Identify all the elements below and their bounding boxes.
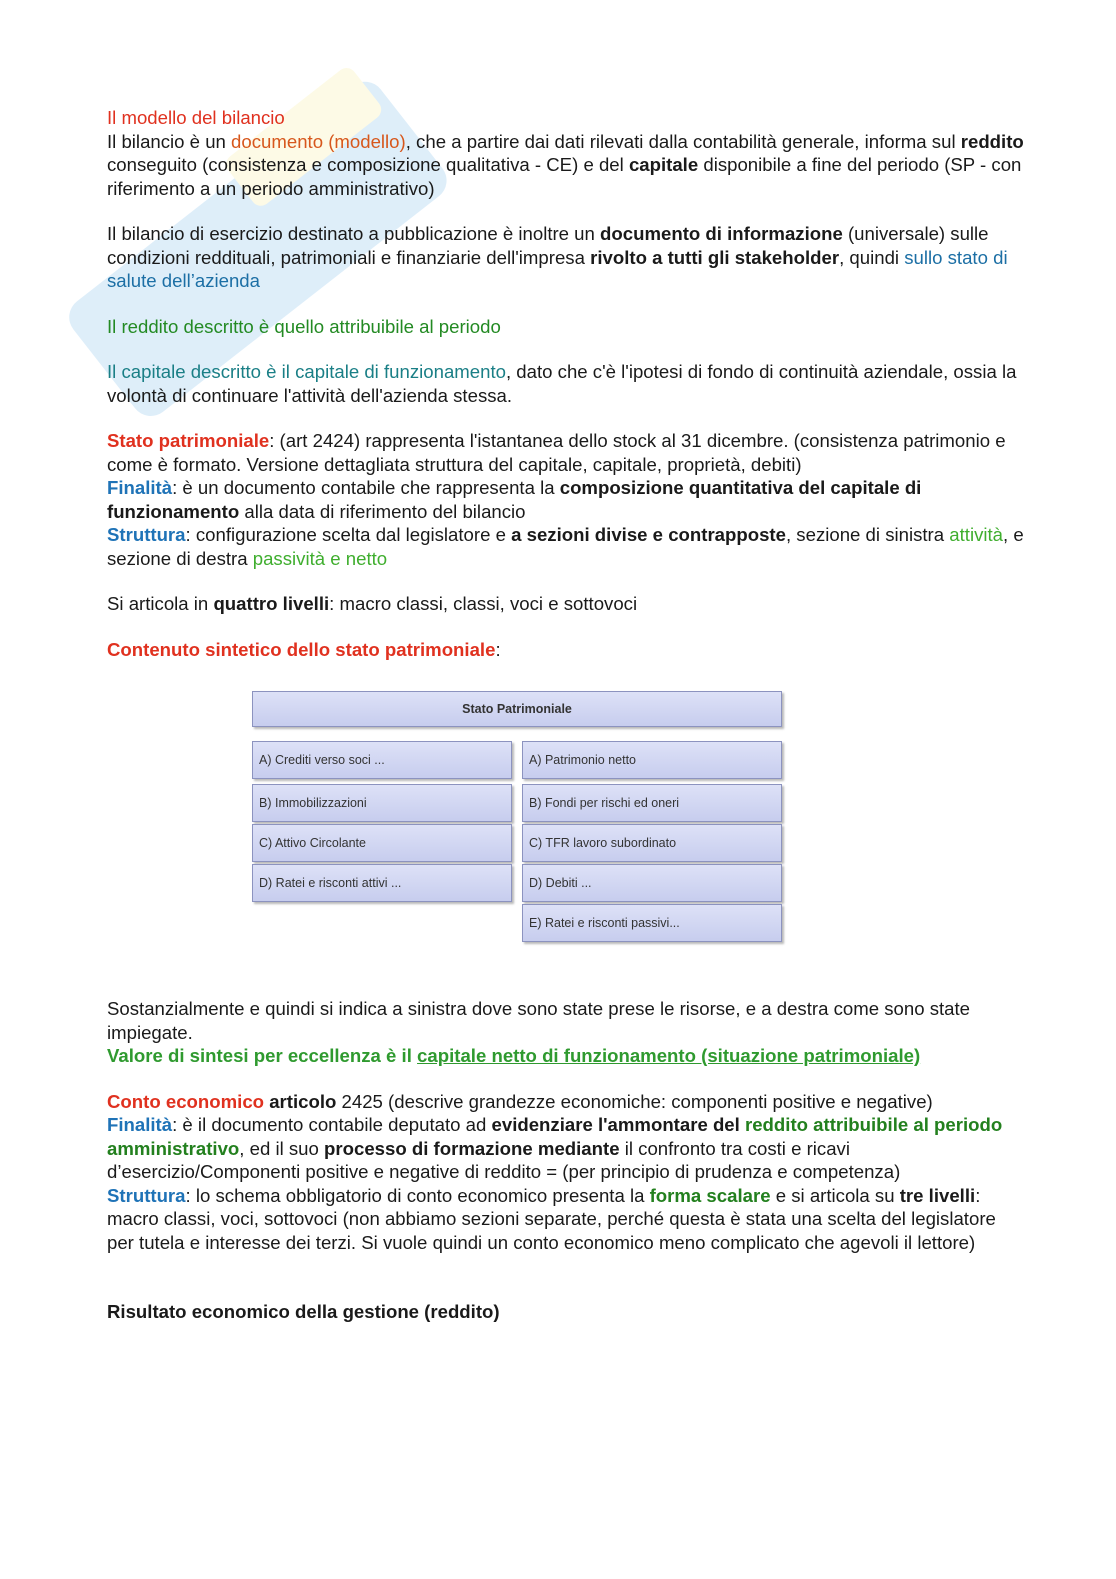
paragraph-bilancio-definizione: Il bilancio è un documento (modello), che a partire dai dati rilevati dalla contabilità generale, informa sul reddito conseguito (consistenza e composizione qualitativa - CE) e del capitale disponibile a fine del periodo (SP - con riferimento a un periodo amministrativo) (107, 130, 1024, 199)
passivita-netto-highlight: passività e netto (252, 547, 388, 569)
finalita-label: Finalità (107, 1114, 173, 1135)
paragraph-capitale-descritto: Il capitale descritto è il capitale di funzionamento, dato che c'è l'ipotesi di fondo di continuità aziendale, ossia la volontà di continuare l'attività dell'azienda stessa. (107, 361, 1017, 406)
diagram-right-box: A) Patrimonio netto (522, 741, 782, 779)
forma-scalare-highlight: forma scalare (649, 1184, 771, 1206)
paragraph-documento-informazione: Il bilancio di esercizio destinato a pubblicazione è inoltre un documento di informazione (universale) sulle condizioni reddituali, patrimoniali e finanziarie dell'impresa rivolto a tutti gli stakeholder, quindi sullo stato di salute dell’azienda (107, 223, 1008, 291)
paragraph-sp-finalita: Finalità: è un documento contabile che rappresenta la composizione quantitativa del capitale di funzionamento alla data di riferimento del bilancio (107, 477, 922, 522)
section-title-modello: Il modello del bilancio (107, 107, 285, 128)
paragraph-quattro-livelli: Si articola in quattro livelli: macro classi, classi, voci e sottovoci (107, 593, 638, 614)
capitale-funzionamento-highlight: Il capitale descritto è il capitale di funzionamento (107, 361, 506, 382)
struttura-label: Struttura (107, 1184, 186, 1206)
reddito-attribuibile-highlight: reddito attribuibile al periodo amministrativo (107, 1114, 1003, 1159)
paragraph-contenuto-sintetico: Contenuto sintetico dello stato patrimoniale: (107, 638, 501, 660)
risultato-economico-title: Risultato economico della gestione (reddito) (107, 1301, 500, 1322)
paragraph-sp-struttura: Struttura: configurazione scelta dal legislatore e a sezioni divise e contrapposte, sezione di sinistra attività, e sezione di destra passività e netto (107, 524, 1024, 569)
diagram-left-box: D) Ratei e risconti attivi ... (252, 864, 512, 902)
diagram-left-box: A) Crediti verso soci ... (252, 741, 512, 779)
document-page (107, 106, 1027, 1324)
diagram-header: Stato Patrimoniale (252, 691, 782, 727)
stato-patrimoniale-title: Stato patrimoniale (107, 430, 270, 451)
paragraph-ce-finalita: Finalità: è il documento contabile deputato ad evidenziare l'ammontare del reddito attribuibile al periodo amministrativo, ed il suo processo di formazione mediante il confronto tra costi e ricavi d’esercizio/Componenti positive e negative di reddito = (per principio di prudenza e competenza) (107, 1114, 1003, 1182)
attivita-highlight: attività (949, 524, 1004, 545)
paragraph-reddito-descritto: Il reddito descritto è quello attribuibile al periodo (107, 315, 501, 337)
documento-modello-highlight: documento (modello) (231, 130, 406, 152)
diagram-right-box: D) Debiti ... (522, 864, 782, 902)
conto-economico-title: Conto economico (107, 1090, 265, 1112)
diagram-right-box: E) Ratei e risconti passivi... (522, 904, 782, 942)
diagram-right-box: B) Fondi per rischi ed oneri (522, 784, 782, 822)
finalita-label: Finalità (107, 477, 173, 498)
struttura-label: Struttura (107, 524, 186, 545)
capitale-netto-link: capitale netto di funzionamento (situazione patrimoniale) (417, 1045, 921, 1066)
contenuto-sintetico-title: Contenuto sintetico dello stato patrimoniale (107, 638, 496, 660)
stato-patrimoniale-diagram (252, 691, 792, 951)
diagram-left-box: B) Immobilizzazioni (252, 784, 512, 822)
diagram-left-box: C) Attivo Circolante (252, 824, 512, 862)
stato-salute-highlight: sullo stato di salute dell’azienda (107, 246, 1008, 291)
paragraph-sostanzialmente: Sostanzialmente e quindi si indica a sinistra dove sono state prese le risorse, e a destra come sono state impiegate. (107, 998, 971, 1043)
paragraph-valore-sintesi: Valore di sintesi per eccellenza è il capitale netto di funzionamento (situazione patrimoniale) (107, 1045, 921, 1066)
diagram-right-box: C) TFR lavoro subordinato (522, 824, 782, 862)
paragraph-ce-struttura: Struttura: lo schema obbligatorio di conto economico presenta la forma scalare e si articola su tre livelli: macro classi, voci, sottovoci (non abbiamo sezioni separate, perché questa è stata una scelta del legislatore per tutela e interesse dei terzi. Si vuole quindi un conto economico meno complicato che agevoli il lettore) (107, 1184, 996, 1253)
paragraph-stato-patrimoniale: Stato patrimoniale: (art 2424) rappresenta l'istantanea dello stock al 31 dicembre. (consistenza patrimonio e come è formato. Versione dettagliata struttura del capitale, capitale, proprietà, debiti) (107, 430, 1006, 475)
paragraph-conto-economico: Conto economico articolo 2425 (descrive grandezze economiche: componenti positive e negative) (107, 1090, 933, 1112)
